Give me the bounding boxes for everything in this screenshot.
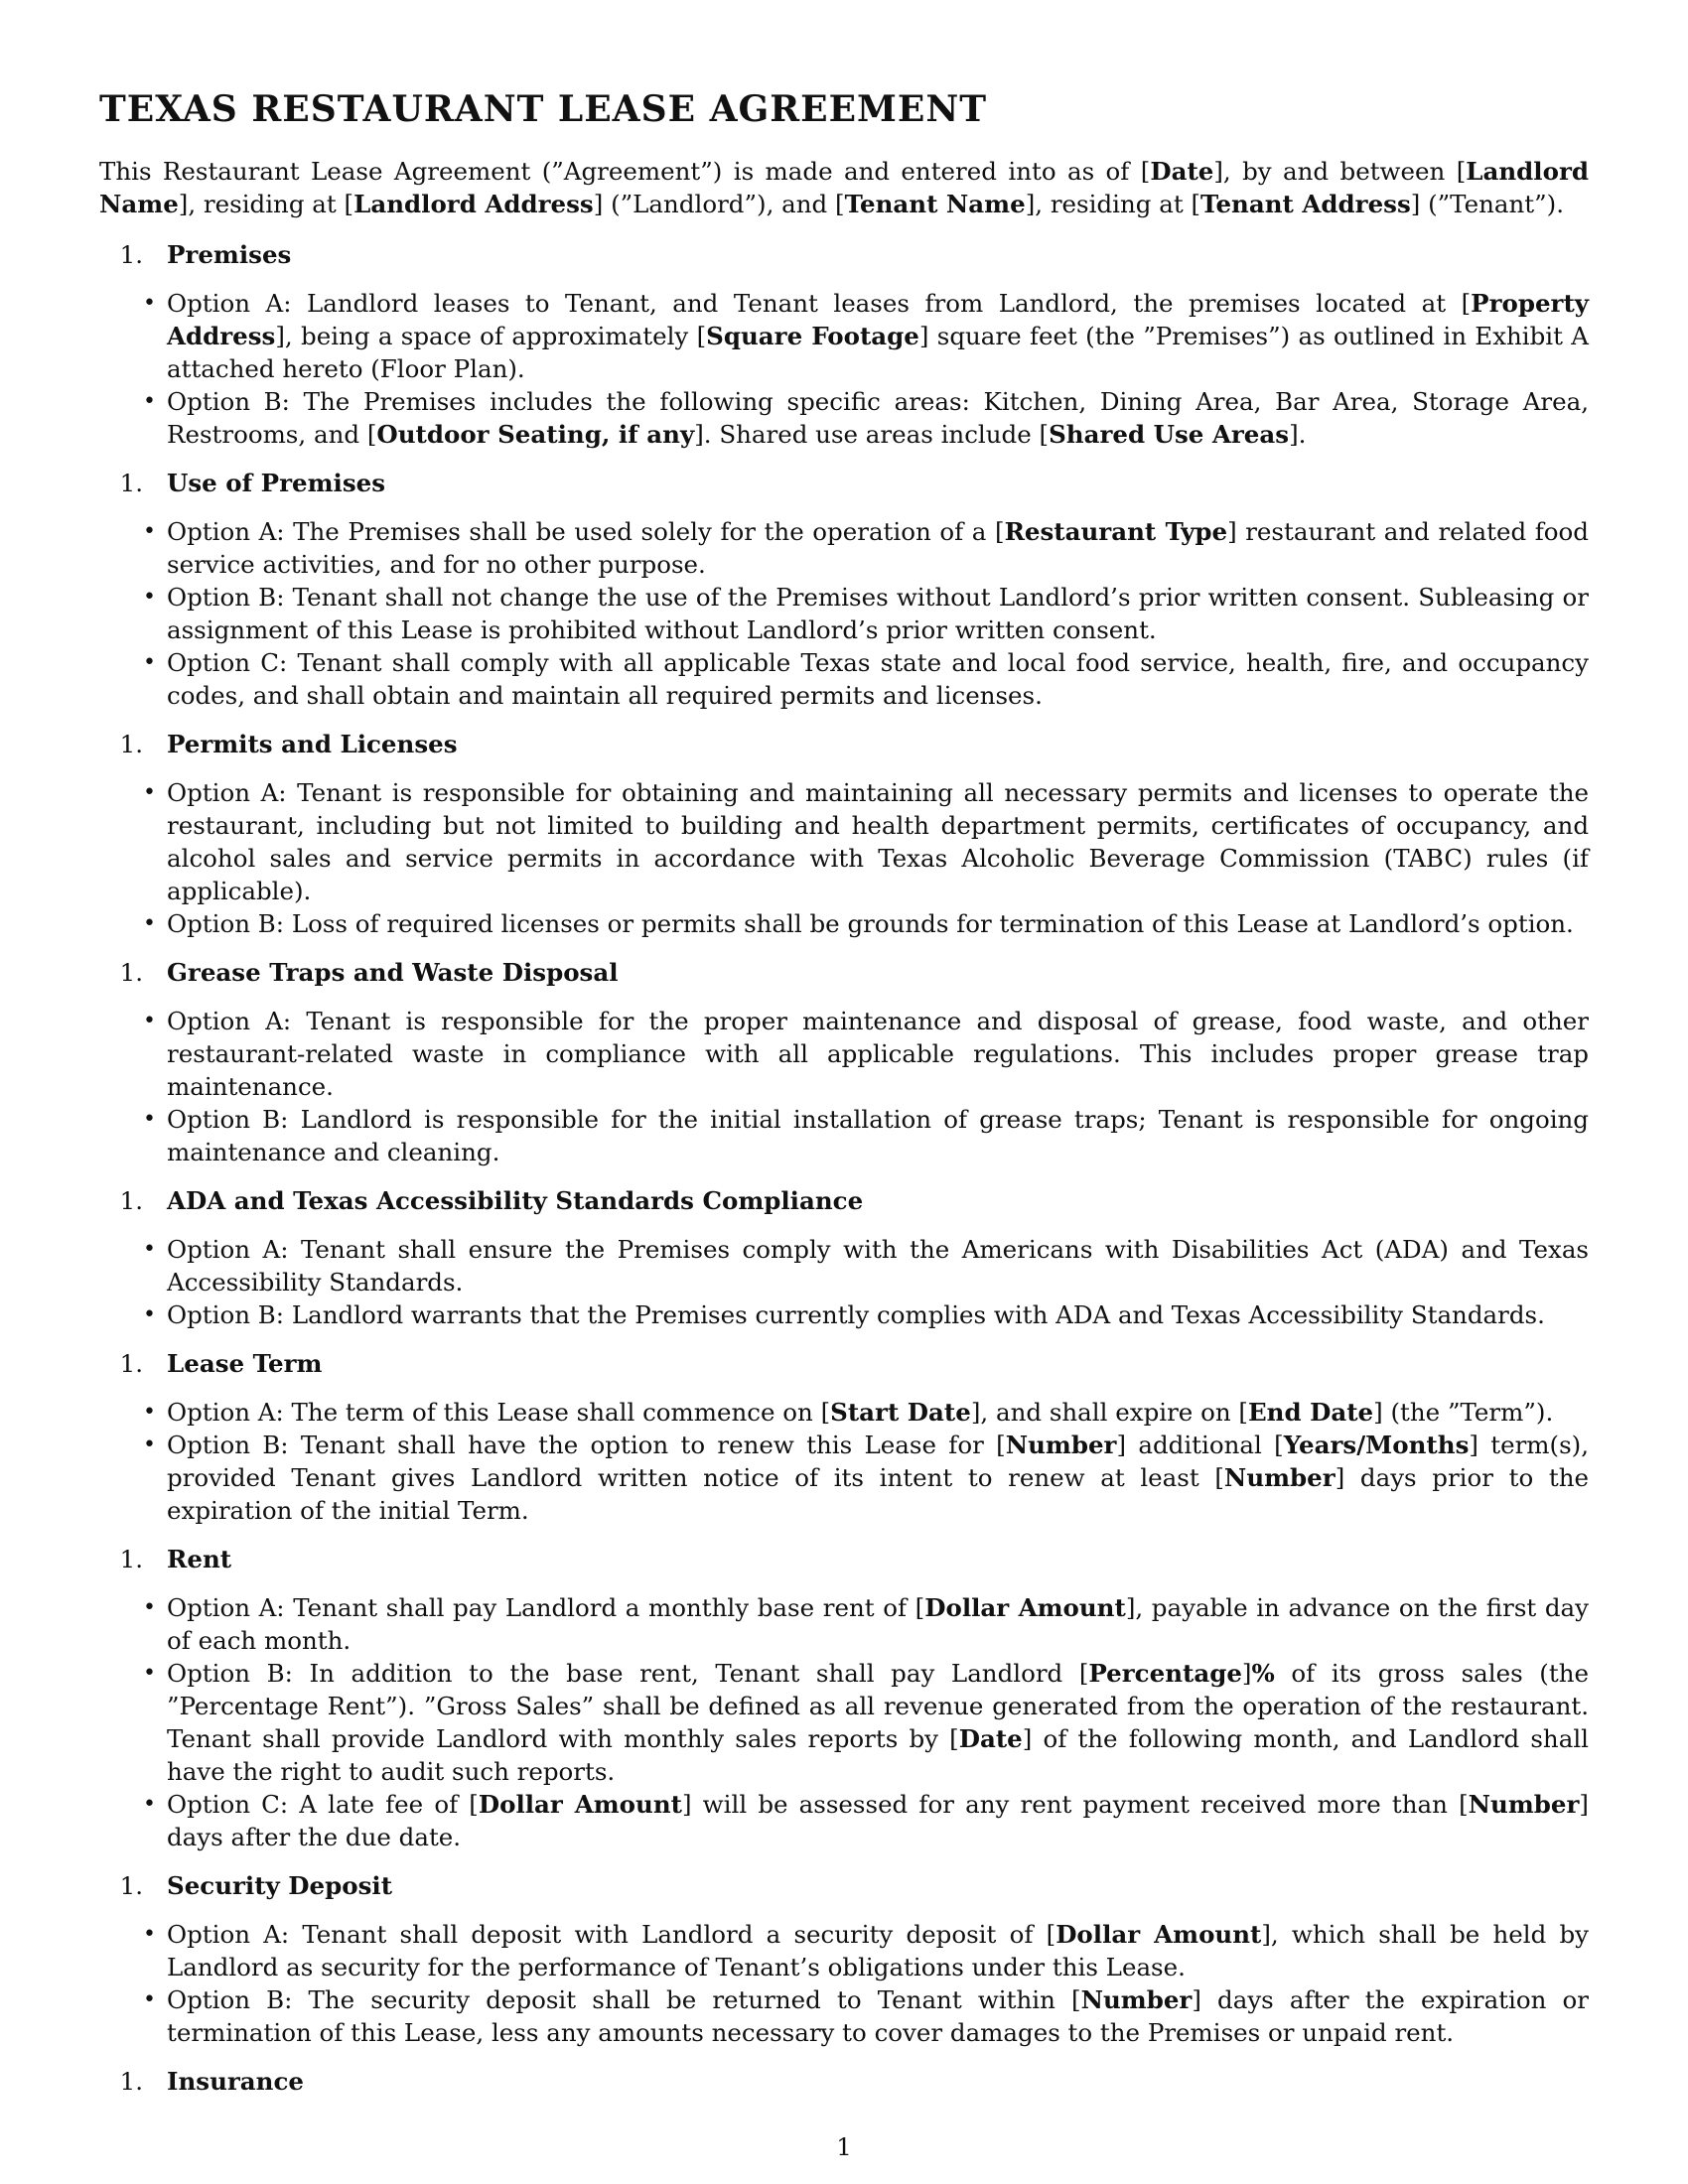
option-item — [99, 1657, 1589, 1788]
text-run: ] (the ”Term”). — [1373, 1398, 1554, 1427]
text-run: Option A: Tenant is responsible for obtaining and maintaining all necessary permits and licenses to operate the restaurant, including but not limited to building and health department permits, certificates of occupancy, and alcohol sales and service permits in accordance with Texas Alcoholic Beverage Commission (TABC) rules (if applicable). — [167, 778, 1589, 905]
text-run: ], being a space of approximately [ — [275, 322, 707, 350]
placeholder-field: Number — [1223, 1463, 1336, 1492]
option-item — [99, 1396, 1589, 1429]
placeholder-field: End Date — [1247, 1398, 1374, 1427]
bullet-icon: • — [143, 1792, 156, 1817]
bullet-icon: • — [143, 1433, 156, 1457]
text-run: Option B: Landlord is responsible for the initial installation of grease traps; Tenant is responsible for ongoing maintenance and cleaning. — [167, 1105, 1589, 1166]
option-list — [99, 1918, 1589, 2049]
option-list — [99, 1233, 1589, 1331]
section-title: Permits and Licenses — [167, 730, 458, 758]
option-list — [99, 1396, 1589, 1527]
text-run: Option B: Landlord warrants that the Premises currently complies with ADA and Texas Accessibility Standards. — [167, 1300, 1545, 1329]
text-run: ] days after the due date. — [167, 1790, 1589, 1851]
text-run: of its gross sales (the ”Percentage Rent”). ”Gross Sales” shall be defined as all revenue generated from the operation of the restaurant. Tenant shall provide Landlord with monthly sales reports by [ — [167, 1659, 1589, 1753]
placeholder-field: Number — [1005, 1431, 1117, 1459]
section-number: 1. — [119, 730, 143, 758]
section-title: Premises — [167, 240, 292, 269]
placeholder-field: Landlord Name — [99, 157, 1589, 218]
option-list — [99, 1591, 1589, 1853]
option-item — [99, 385, 1589, 451]
bullet-icon: • — [143, 1661, 156, 1686]
placeholder-field: Percentage — [1088, 1659, 1242, 1688]
section-heading — [99, 1869, 1589, 1902]
placeholder-field: % — [1251, 1659, 1275, 1688]
option-item — [99, 1918, 1589, 1983]
section-number: 1. — [119, 1349, 143, 1378]
option-list — [99, 287, 1589, 451]
text-run: Option A: The Premises shall be used solely for the operation of a [ — [167, 517, 1005, 546]
text-run: Option A: Landlord leases to Tenant, and Tenant leases from Landlord, the premises located at [ — [167, 289, 1472, 318]
text-run: Option B: In addition to the base rent, Tenant shall pay Landlord [ — [167, 1659, 1089, 1688]
option-item — [99, 776, 1589, 907]
placeholder-field: Dollar Amount — [1055, 1920, 1262, 1949]
section-heading — [99, 1347, 1589, 1380]
bullet-icon: • — [143, 780, 156, 805]
text-run: Option A: The term of this Lease shall commence on [ — [167, 1398, 831, 1427]
placeholder-field: Tenant Name — [844, 190, 1026, 218]
placeholder-field: Square Footage — [706, 322, 919, 350]
option-item — [99, 1233, 1589, 1298]
section-number: 1. — [119, 2067, 143, 2096]
placeholder-field: Date — [958, 1724, 1023, 1753]
placeholder-field: Start Date — [830, 1398, 971, 1427]
bullet-icon: • — [143, 389, 156, 414]
placeholder-field: Tenant Address — [1200, 190, 1411, 218]
placeholder-field: Number — [1080, 1985, 1193, 2014]
placeholder-field: Restaurant Type — [1004, 517, 1228, 546]
placeholder-field: Dollar Amount — [478, 1790, 682, 1819]
placeholder-field: Property Address — [167, 289, 1589, 350]
text-run: Option C: A late fee of [ — [167, 1790, 479, 1819]
option-item — [99, 1103, 1589, 1168]
section-title: Rent — [167, 1545, 232, 1573]
section-heading — [99, 1184, 1589, 1217]
text-run: Option A: Tenant shall ensure the Premises comply with the Americans with Disabilities Act (ADA) and Texas Accessibility Standards. — [167, 1235, 1589, 1297]
option-item — [99, 1983, 1589, 2049]
document-title: TEXAS RESTAURANT LEASE AGREEMENT — [99, 88, 988, 130]
section-title: ADA and Texas Accessibility Standards Compliance — [167, 1186, 864, 1215]
bullet-icon: • — [143, 650, 156, 675]
option-item — [99, 1005, 1589, 1103]
bullet-icon: • — [143, 1987, 156, 2012]
placeholder-field: Dollar Amount — [924, 1593, 1126, 1622]
section-number: 1. — [119, 240, 143, 269]
sections-container — [99, 238, 1589, 2098]
section-title: Insurance — [167, 2067, 304, 2096]
placeholder-field: Shared Use Areas — [1049, 420, 1290, 449]
placeholder-field: Outdoor Seating, if any — [376, 420, 695, 449]
text-run: ]. — [1289, 420, 1307, 449]
placeholder-field: Number — [1468, 1790, 1580, 1819]
section-title: Grease Traps and Waste Disposal — [167, 958, 619, 987]
section-heading — [99, 956, 1589, 989]
placeholder-field: Date — [1150, 157, 1214, 186]
section-heading — [99, 728, 1589, 760]
section-number: 1. — [119, 958, 143, 987]
option-item — [99, 515, 1589, 581]
bullet-icon: • — [143, 1595, 156, 1620]
section-heading — [99, 467, 1589, 499]
option-item — [99, 1591, 1589, 1657]
text-run: ] (”Tenant”). — [1410, 190, 1564, 218]
text-run: Option A: Tenant shall pay Landlord a monthly base rent of [ — [167, 1593, 925, 1622]
text-run: ] days prior to the expiration of the initial Term. — [167, 1463, 1589, 1525]
option-item — [99, 1298, 1589, 1331]
text-run: Option B: Tenant shall have the option to renew this Lease for [ — [167, 1431, 1006, 1459]
text-run: Option B: Tenant shall not change the use of the Premises without Landlord’s prior written consent. Subleasing or assignment of this Lease is prohibited without Landlord’s prior written consent. — [167, 583, 1589, 644]
section-number: 1. — [119, 1545, 143, 1573]
section-title: Lease Term — [167, 1349, 323, 1378]
text-run: ], residing at [ — [178, 190, 354, 218]
text-run: ] of the following month, and Landlord shall have the right to audit such reports. — [167, 1724, 1589, 1786]
intro-paragraph — [99, 155, 1589, 220]
text-run: Option B: The Premises includes the following specific areas: Kitchen, Dining Area, Bar Area, Storage Area, Restrooms, and [ — [167, 387, 1589, 449]
text-run: ] will be assessed for any rent payment received more than [ — [681, 1790, 1469, 1819]
text-run: ], residing at [ — [1025, 190, 1201, 218]
placeholder-field: Years/Months — [1283, 1431, 1470, 1459]
section-number: 1. — [119, 469, 143, 497]
section-heading — [99, 2065, 1589, 2098]
bullet-icon: • — [143, 519, 156, 544]
option-item — [99, 646, 1589, 712]
option-item — [99, 287, 1589, 385]
section-number: 1. — [119, 1186, 143, 1215]
text-run: Option A: Tenant shall deposit with Landlord a security deposit of [ — [167, 1920, 1056, 1949]
bullet-icon: • — [143, 1009, 156, 1033]
text-run: Option C: Tenant shall comply with all applicable Texas state and local food service, health, fire, and occupancy codes, and shall obtain and maintain all required permits and licenses. — [167, 648, 1589, 710]
bullet-icon: • — [143, 911, 156, 936]
option-list — [99, 515, 1589, 712]
section-title: Security Deposit — [167, 1871, 393, 1900]
section-number: 1. — [119, 1871, 143, 1900]
bullet-icon: • — [143, 585, 156, 610]
option-list — [99, 1005, 1589, 1168]
bullet-icon: • — [143, 291, 156, 316]
option-item — [99, 1429, 1589, 1527]
text-run: ], and shall expire on [ — [970, 1398, 1248, 1427]
bullet-icon: • — [143, 1302, 156, 1327]
bullet-icon: • — [143, 1237, 156, 1262]
option-list — [99, 776, 1589, 940]
option-item — [99, 581, 1589, 646]
text-run: ] — [1241, 1659, 1252, 1688]
text-run: ], which shall be held by Landlord as security for the performance of Tenant’s obligations under this Lease. — [167, 1920, 1590, 1981]
text-run: ] days after the expiration or termination of this Lease, less any amounts necessary to cover damages to the Premises or unpaid rent. — [167, 1985, 1589, 2047]
option-item — [99, 907, 1589, 940]
text-run: ] additional [ — [1116, 1431, 1284, 1459]
text-run: Option B: Loss of required licenses or permits shall be grounds for termination of this Lease at Landlord’s option. — [167, 909, 1574, 938]
page-number: 1 — [836, 2132, 852, 2161]
text-run: ] square feet (the ”Premises”) as outlined in Exhibit A attached hereto (Floor Plan). — [167, 322, 1590, 383]
text-run: ] restaurant and related food service activities, and for no other purpose. — [167, 517, 1589, 579]
text-run: Option A: Tenant is responsible for the proper maintenance and disposal of grease, food waste, and other restaurant-related waste in compliance with all applicable regulations. This includes proper grease trap maintenance. — [167, 1007, 1589, 1101]
section-heading — [99, 1543, 1589, 1575]
bullet-icon: • — [143, 1107, 156, 1132]
text-run: ] (”Landlord”), and [ — [593, 190, 845, 218]
bullet-icon: • — [143, 1400, 156, 1425]
section-heading — [99, 238, 1589, 271]
placeholder-field: Landlord Address — [353, 190, 594, 218]
text-run: ], by and between [ — [1213, 157, 1467, 186]
text-run: ], payable in advance on the first day of each month. — [167, 1593, 1590, 1655]
text-run: ]. Shared use areas include [ — [694, 420, 1050, 449]
section-title: Use of Premises — [167, 469, 386, 497]
document-body — [99, 89, 1589, 2114]
text-run: Option B: The security deposit shall be returned to Tenant within [ — [167, 1985, 1081, 2014]
text-run: ] term(s), provided Tenant gives Landlord written notice of its intent to renew at least [ — [167, 1431, 1589, 1492]
bullet-icon: • — [143, 1922, 156, 1947]
text-run: This Restaurant Lease Agreement (”Agreement”) is made and entered into as of — [99, 157, 1141, 186]
text-run: [ — [1140, 157, 1151, 186]
option-item — [99, 1788, 1589, 1853]
